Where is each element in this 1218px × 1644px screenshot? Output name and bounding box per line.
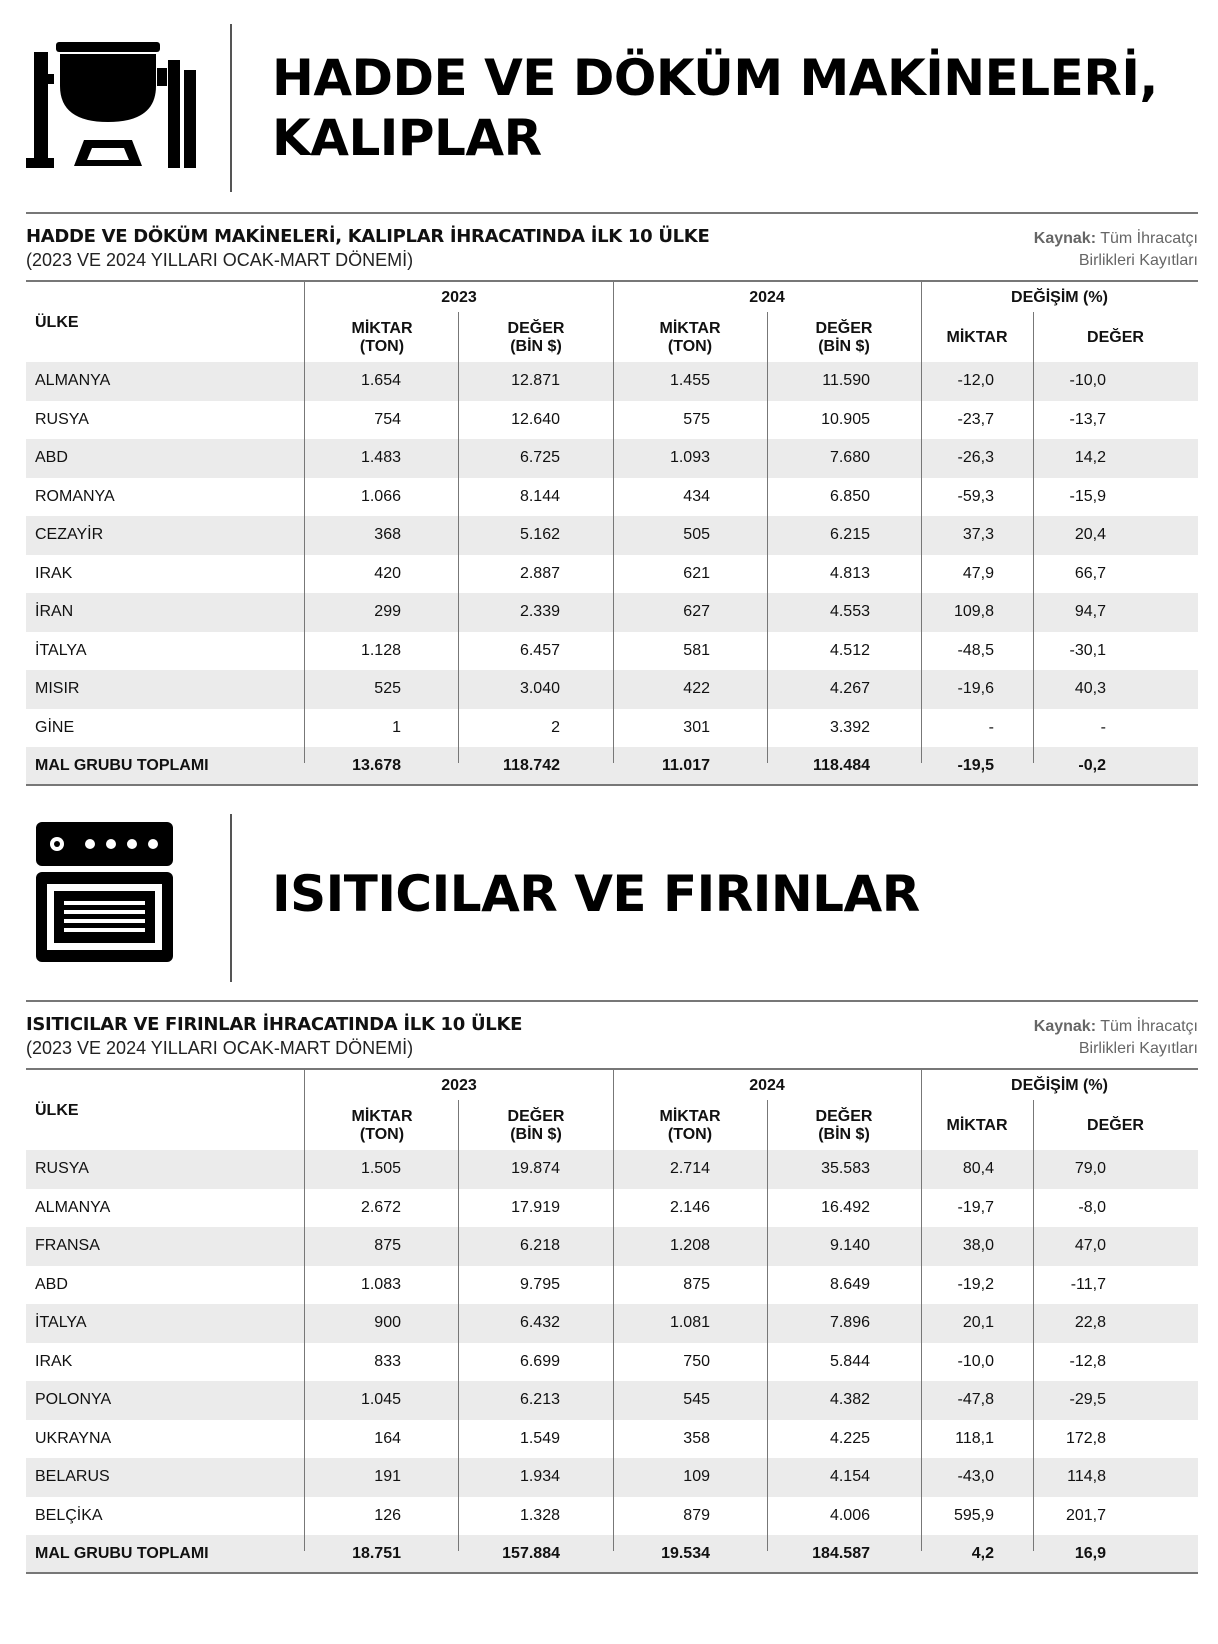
val-2023-cell: 3.040 [519,680,560,697]
header-year-2023: 2023 [441,1077,477,1094]
country-cell: UKRAYNA [35,1429,112,1447]
country-cell: GİNE [35,718,75,736]
source-note [1034,228,1198,272]
qty-2024-cell: 1.455 [669,372,710,389]
change-val-cell: -13,7 [1069,410,1106,428]
country-cell: ABD [35,1275,68,1293]
change-qty-cell: -19,5 [957,757,994,774]
table-title: HADDE VE DÖKÜM MAKİNELERİ, KALIPLAR İHRACATINDA İLK 10 ÜLKE [26,226,710,247]
qty-2023-cell: 1.505 [360,1160,401,1177]
qty-2024-cell: 879 [683,1506,710,1524]
table-row [26,555,1198,594]
change-qty-cell: -59,3 [957,487,994,505]
change-qty-cell: -47,8 [957,1391,994,1408]
qty-2024-cell: 2.714 [669,1160,710,1177]
qty-2024-cell: 505 [683,526,710,543]
val-2024-cell: 6.850 [829,487,870,505]
qty-2023-cell: 1.045 [360,1391,401,1408]
country-cell: ABD [35,449,68,466]
change-qty-cell: 595,9 [953,1506,994,1524]
val-2024-cell: 9.140 [829,1237,870,1254]
table-row [26,1266,1198,1305]
col-divider [767,1100,768,1551]
qty-2023-cell: 754 [374,410,401,428]
change-qty-cell: 80,4 [962,1160,994,1177]
table-row [26,439,1198,478]
country-cell: IRAK [35,1352,73,1370]
country-cell: BELÇİKA [35,1506,103,1524]
country-cell: ALMANYA [35,372,111,389]
qty-2024-cell: 19.534 [661,1545,710,1562]
table-row [26,401,1198,440]
val-2023-cell: 6.218 [519,1237,560,1254]
change-val-cell: 16,9 [1074,1545,1106,1562]
qty-2023-cell: 1.066 [360,487,401,505]
qty-2024-cell: 581 [683,641,710,659]
change-val-cell: 114,8 [1067,1468,1106,1485]
col-divider [613,1068,614,1551]
country-cell: ROMANYA [35,487,115,505]
qty-2024-cell: 358 [683,1429,710,1447]
header-val-2023: DEĞER (BİN $) [507,1108,565,1143]
qty-2024-cell: 621 [683,564,710,582]
table-row [26,1150,1198,1189]
header-change-qty: MİKTAR [946,329,1008,346]
change-val-cell: -29,5 [1069,1391,1106,1408]
val-2024-cell: 6.215 [829,526,870,543]
qty-2024-cell: 1.208 [669,1237,710,1254]
val-2023-cell: 2.339 [519,603,560,620]
table-row [26,1381,1198,1420]
val-2023-cell: 6.457 [519,641,560,659]
val-2023-cell: 12.871 [511,372,560,389]
qty-2024-cell: 627 [683,603,710,620]
val-2024-cell: 35.583 [821,1160,870,1177]
table-top-rule [26,212,1198,214]
header-val-2024: DEĞER (BİN $) [815,320,873,355]
header-country: ÜLKE [35,1102,79,1119]
col-divider [458,1100,459,1551]
country-cell: İRAN [35,603,74,620]
qty-2023-cell: 525 [374,680,401,697]
table-row [26,1227,1198,1266]
qty-2024-cell: 750 [683,1352,710,1370]
change-val-cell: 94,7 [1074,603,1106,620]
header-qty-2023: MİKTAR (TON) [351,320,413,355]
header-year-2023: 2023 [441,289,477,306]
val-2023-cell: 1.328 [519,1506,560,1524]
table-total-row [26,747,1198,786]
header-val-2024: DEĞER (BİN $) [815,1108,873,1143]
country-cell: MISIR [35,680,80,697]
val-2024-cell: 4.382 [829,1391,870,1408]
table-row [26,1497,1198,1536]
change-val-cell: -0,2 [1078,757,1106,774]
val-2023-cell: 157.884 [502,1545,560,1562]
country-cell: MAL GRUBU TOPLAMI [35,757,209,774]
val-2024-cell: 5.844 [829,1352,870,1370]
oven-icon [26,814,201,984]
country-cell: FRANSA [35,1237,100,1254]
export-table [26,280,1198,786]
val-2023-cell: 6.725 [519,449,560,466]
change-qty-cell: -19,2 [957,1275,994,1293]
header-qty-2024: MİKTAR (TON) [659,320,721,355]
col-divider [458,312,459,763]
val-2024-cell: 118.484 [813,757,870,774]
col-divider [1033,312,1034,763]
change-val-cell: -11,7 [1070,1275,1106,1293]
qty-2024-cell: 301 [683,718,710,736]
qty-2023-cell: 1 [392,718,401,736]
section-heading-line2: KALIPLAR [272,109,542,167]
country-cell: ALMANYA [35,1198,111,1216]
qty-2023-cell: 2.672 [360,1198,401,1216]
val-2024-cell: 4.512 [829,641,870,659]
casting-ladle-icon [26,24,201,194]
val-2023-cell: 1.934 [519,1468,560,1485]
val-2023-cell: 1.549 [519,1429,560,1447]
country-cell: İTALYA [35,1314,87,1331]
qty-2023-cell: 191 [374,1468,401,1485]
table-row [26,1458,1198,1497]
qty-2024-cell: 545 [683,1391,710,1408]
val-2024-cell: 16.492 [821,1198,870,1216]
table-row [26,478,1198,517]
table-row [26,362,1198,401]
header-year-2024: 2024 [749,289,785,306]
change-val-cell: 172,8 [1065,1429,1106,1447]
table-row [26,1189,1198,1228]
qty-2023-cell: 18.751 [352,1545,401,1562]
val-2024-cell: 8.649 [829,1275,870,1293]
change-qty-cell: 37,3 [962,526,994,543]
qty-2023-cell: 900 [374,1314,401,1331]
qty-2023-cell: 833 [374,1352,401,1370]
change-qty-cell: -26,3 [957,449,994,466]
table-header [26,1068,1198,1150]
val-2024-cell: 4.006 [829,1506,870,1524]
change-val-cell: 201,7 [1065,1506,1106,1524]
change-val-cell: -15,9 [1069,487,1106,505]
source-label: Kaynak: [1033,230,1097,247]
val-2023-cell: 17.919 [511,1198,560,1216]
section-banner [26,24,1198,194]
export-table [26,1068,1198,1574]
qty-2023-cell: 420 [374,564,401,582]
header-country: ÜLKE [35,314,79,331]
qty-2024-cell: 575 [683,410,710,428]
val-2024-cell: 11.590 [822,372,870,389]
header-val-2023: DEĞER (BİN $) [507,320,565,355]
source-note [1034,1016,1198,1060]
country-cell: MAL GRUBU TOPLAMI [35,1545,209,1562]
qty-2023-cell: 1.128 [360,641,401,659]
section-heading-line1: HADDE VE DÖKÜM MAKİNELERİ, [272,49,1158,107]
qty-2024-cell: 109 [683,1468,710,1485]
qty-2024-cell: 1.081 [669,1314,710,1331]
change-qty-cell: -48,5 [957,641,994,659]
change-qty-cell: 109,8 [953,603,994,620]
source-line2: Birlikleri Kayıtları [1078,1040,1198,1057]
change-val-cell: 66,7 [1074,564,1106,582]
change-qty-cell: 20,1 [962,1314,994,1331]
change-qty-cell: - [988,718,994,736]
change-qty-cell: 118,1 [955,1429,994,1447]
qty-2024-cell: 422 [683,680,710,697]
val-2023-cell: 19.874 [511,1160,560,1177]
val-2024-cell: 7.680 [829,449,870,466]
header-change-val: DEĞER [1087,329,1144,346]
country-cell: POLONYA [35,1391,112,1408]
change-val-cell: -8,0 [1078,1198,1106,1216]
qty-2024-cell: 2.146 [669,1198,710,1216]
header-qty-2024: MİKTAR (TON) [659,1108,721,1143]
col-divider [767,312,768,763]
qty-2024-cell: 875 [683,1275,710,1293]
val-2023-cell: 6.699 [519,1352,560,1370]
change-qty-cell: 38,0 [962,1237,994,1254]
header-qty-2023: MİKTAR (TON) [351,1108,413,1143]
section-heading-line1: ISITICILAR VE FIRINLAR [272,865,920,923]
qty-2023-cell: 164 [374,1429,401,1447]
col-divider [1033,1100,1034,1551]
val-2024-cell: 4.225 [829,1429,870,1447]
section-heading [272,48,1158,168]
change-val-cell: - [1100,718,1106,736]
header-change-val: DEĞER [1087,1117,1144,1134]
country-cell: İTALYA [35,641,87,659]
val-2024-cell: 184.587 [812,1545,870,1562]
val-2024-cell: 4.154 [829,1468,870,1485]
col-divider [613,280,614,763]
source-label: Kaynak: [1033,1018,1097,1035]
val-2024-cell: 7.896 [829,1314,870,1331]
change-qty-cell: -43,0 [957,1468,994,1485]
country-cell: IRAK [35,564,73,582]
table-row [26,709,1198,748]
val-2024-cell: 3.392 [829,718,870,736]
table-row [26,593,1198,632]
table-total-row [26,1535,1198,1574]
table-header [26,280,1198,362]
country-cell: RUSYA [35,1160,89,1177]
qty-2024-cell: 434 [683,487,710,505]
val-2023-cell: 118.742 [503,757,560,774]
col-divider [921,280,922,763]
change-qty-cell: -19,6 [957,680,994,697]
val-2023-cell: 2.887 [519,564,560,582]
qty-2024-cell: 11.017 [661,757,710,774]
country-cell: RUSYA [35,410,89,428]
val-2024-cell: 4.813 [829,564,870,582]
table-top-rule [26,1000,1198,1002]
header-change: DEĞİŞİM (%) [1011,1077,1108,1094]
qty-2023-cell: 1.483 [360,449,401,466]
table-title: ISITICILAR VE FIRINLAR İHRACATINDA İLK 10 ÜLKE [26,1014,523,1035]
qty-2023-cell: 13.678 [352,757,401,774]
change-val-cell: -10,0 [1069,372,1106,389]
banner-divider [230,814,232,982]
change-val-cell: 79,0 [1074,1160,1106,1177]
qty-2023-cell: 368 [374,526,401,543]
table-body [26,362,1198,786]
val-2023-cell: 9.795 [519,1275,560,1293]
qty-2023-cell: 1.654 [360,372,401,389]
table-row [26,516,1198,555]
qty-2023-cell: 1.083 [360,1275,401,1293]
change-qty-cell: -12,0 [957,372,994,389]
section-rolling-casting [26,24,1198,774]
section-heaters-ovens [26,814,1198,1562]
table-row [26,670,1198,709]
source-line2: Birlikleri Kayıtları [1078,252,1198,269]
change-val-cell: -12,8 [1069,1352,1106,1370]
val-2024-cell: 10.905 [821,410,870,428]
val-2024-cell: 4.553 [829,603,870,620]
country-cell: CEZAYİR [35,526,104,543]
change-val-cell: 20,4 [1074,526,1106,543]
table-row [26,1343,1198,1382]
col-divider [304,1068,305,1551]
change-val-cell: -30,1 [1069,641,1106,659]
source-line1: Tüm İhracatçı [1100,1018,1198,1035]
header-change-qty: MİKTAR [946,1117,1008,1134]
val-2023-cell: 2 [551,718,560,736]
change-qty-cell: 4,2 [971,1545,994,1562]
col-divider [921,1068,922,1551]
qty-2023-cell: 875 [374,1237,401,1254]
change-qty-cell: -10,0 [957,1352,994,1370]
col-divider [304,280,305,763]
qty-2023-cell: 299 [374,603,401,620]
val-2023-cell: 5.162 [519,526,560,543]
table-subtitle: (2023 VE 2024 YILLARI OCAK-MART DÖNEMİ) [26,1038,414,1058]
change-qty-cell: -19,7 [957,1198,994,1216]
change-val-cell: 40,3 [1074,680,1106,697]
change-qty-cell: 47,9 [962,564,994,582]
country-cell: BELARUS [35,1468,110,1485]
change-qty-cell: -23,7 [957,410,994,428]
val-2023-cell: 8.144 [519,487,560,505]
change-val-cell: 22,8 [1074,1314,1106,1331]
table-row [26,1420,1198,1459]
header-change: DEĞİŞİM (%) [1011,289,1108,306]
val-2023-cell: 12.640 [511,410,560,428]
table-row [26,1304,1198,1343]
qty-2023-cell: 126 [374,1506,401,1524]
source-line1: Tüm İhracatçı [1100,230,1198,247]
header-year-2024: 2024 [749,1077,785,1094]
table-subtitle: (2023 VE 2024 YILLARI OCAK-MART DÖNEMİ) [26,250,414,270]
val-2024-cell: 4.267 [829,680,870,697]
change-val-cell: 14,2 [1074,449,1106,466]
qty-2024-cell: 1.093 [669,449,710,466]
table-row [26,632,1198,671]
table-body [26,1150,1198,1574]
change-val-cell: 47,0 [1074,1237,1106,1254]
section-banner [26,814,1198,984]
section-heading [272,864,920,924]
banner-divider [230,24,232,192]
val-2023-cell: 6.213 [519,1391,560,1408]
val-2023-cell: 6.432 [519,1314,560,1331]
